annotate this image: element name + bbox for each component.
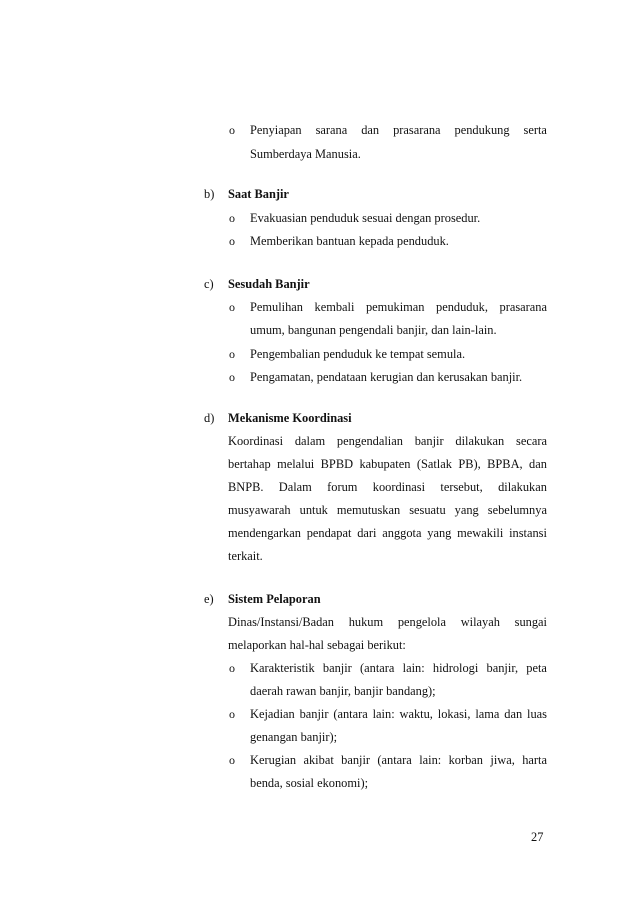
word: BPBA,	[487, 457, 523, 471]
list-item-line	[250, 706, 547, 722]
word: forum	[327, 480, 358, 494]
word: banjir,	[486, 661, 519, 675]
word: dilakukan	[455, 434, 505, 448]
word: sebelumnya	[487, 503, 547, 517]
word: harta	[522, 753, 547, 767]
list-bullet: o	[229, 300, 235, 314]
list-item-line: genangan banjir);	[250, 730, 338, 744]
word: yang	[427, 526, 452, 540]
word: hukum	[348, 615, 384, 629]
word: mewakili	[457, 526, 504, 540]
word: Dalam	[278, 480, 312, 494]
list-item-line: benda, sosial ekonomi);	[250, 776, 369, 790]
word: Kerugian	[250, 753, 297, 767]
word: untuk	[299, 503, 328, 517]
list-item: Memberikan bantuan kepada penduduk.	[250, 234, 449, 248]
word: kembali	[314, 300, 355, 314]
list-item-line	[250, 299, 547, 315]
word: anggota	[382, 526, 422, 540]
section-marker: c)	[204, 277, 214, 291]
word: banjir	[341, 753, 371, 767]
word: BPBD	[320, 457, 354, 471]
paragraph-line	[228, 456, 547, 472]
word: waktu,	[399, 707, 433, 721]
word: dan	[361, 123, 380, 137]
word: instansi	[509, 526, 547, 540]
word: PB),	[458, 457, 481, 471]
section-heading: Saat Banjir	[228, 187, 289, 201]
word: (Satlak	[416, 457, 452, 471]
word: dari	[357, 526, 377, 540]
word: sarana	[315, 123, 348, 137]
section-marker: b)	[204, 187, 215, 201]
list-item-line: umum, bangunan pengendali banjir, dan lain-lain.	[250, 323, 497, 337]
word: mendengarkan	[228, 526, 301, 540]
list-item: Pengembalian penduduk ke tempat semula.	[250, 347, 466, 361]
word: lain:	[402, 661, 425, 675]
list-item-line	[250, 660, 547, 676]
word: lain:	[372, 707, 395, 721]
word: pemukiman	[365, 300, 425, 314]
list-bullet: o	[229, 123, 235, 137]
list-item-line: Sumberdaya Manusia.	[250, 147, 361, 161]
word: banjir	[322, 661, 352, 675]
page-number: 27	[531, 830, 544, 844]
word: lama	[475, 707, 500, 721]
word: pendukung	[454, 123, 510, 137]
word: musyawarah	[228, 503, 291, 517]
list-bullet: o	[229, 661, 235, 675]
word: Kejadian	[250, 707, 295, 721]
word: kabupaten	[359, 457, 411, 471]
paragraph-line	[228, 502, 547, 518]
word: lokasi,	[437, 707, 471, 721]
section-heading: Mekanisme Koordinasi	[228, 411, 352, 425]
list-bullet: o	[229, 211, 235, 225]
list-bullet: o	[229, 234, 235, 248]
word: (antara	[377, 753, 412, 767]
word: luas	[527, 707, 547, 721]
word: dalam	[294, 434, 326, 448]
word: banjir	[299, 707, 329, 721]
section-heading: Sistem Pelaporan	[228, 592, 321, 606]
section-marker: e)	[204, 592, 214, 606]
list-bullet: o	[229, 370, 235, 384]
word: (antara	[360, 661, 395, 675]
paragraph-line	[228, 433, 547, 449]
list-item: Pengamatan, pendataan kerugian dan kerusakan banjir.	[250, 370, 523, 384]
word: BNPB.	[228, 480, 264, 494]
word: wilayah	[460, 615, 500, 629]
word: dan	[504, 707, 523, 721]
word: prasarana	[393, 123, 441, 137]
paragraph-line	[228, 525, 547, 541]
section-heading: Sesudah Banjir	[228, 277, 310, 291]
word: melalui	[277, 457, 315, 471]
word: Dinas/Instansi/Badan	[228, 615, 334, 629]
word: yang	[454, 503, 479, 517]
word: jiwa,	[490, 753, 515, 767]
word: (antara	[333, 707, 368, 721]
word: prasarana	[499, 300, 547, 314]
word: hidrologi	[432, 661, 479, 675]
word: sungai	[514, 615, 547, 629]
word: banjir	[414, 434, 444, 448]
word: pendapat	[306, 526, 352, 540]
list-item-line	[250, 122, 547, 138]
list-item-line	[250, 752, 547, 768]
paragraph-line	[228, 614, 547, 630]
word: sesuatu	[409, 503, 446, 517]
word: Karakteristik	[250, 661, 315, 675]
paragraph-line: melaporkan hal-hal sebagai berikut:	[228, 638, 406, 652]
word: dilakukan	[498, 480, 547, 494]
word: bertahap	[228, 457, 271, 471]
paragraph-line	[228, 479, 547, 495]
word: memutuskan	[336, 503, 401, 517]
list-item: Evakuasian penduduk sesuai dengan prosedur.	[250, 211, 481, 225]
word: penduduk,	[436, 300, 488, 314]
word: serta	[523, 123, 547, 137]
word: koordinasi	[372, 480, 426, 494]
list-bullet: o	[229, 707, 235, 721]
word: Pemulihan	[250, 300, 303, 314]
paragraph-line: terkait.	[228, 549, 263, 563]
word: dan	[529, 457, 547, 471]
section-marker: d)	[204, 411, 215, 425]
word: akibat	[303, 753, 334, 767]
list-bullet: o	[229, 753, 235, 767]
word: Koordinasi	[228, 434, 284, 448]
word: tersebut,	[440, 480, 483, 494]
word: pengelola	[397, 615, 446, 629]
word: lain:	[419, 753, 442, 767]
word: secara	[516, 434, 547, 448]
word: pengendalian	[336, 434, 403, 448]
word: Penyiapan	[250, 123, 302, 137]
list-bullet: o	[229, 347, 235, 361]
word: peta	[526, 661, 547, 675]
list-item-line: daerah rawan banjir, banjir bandang);	[250, 684, 436, 698]
word: korban	[448, 753, 484, 767]
